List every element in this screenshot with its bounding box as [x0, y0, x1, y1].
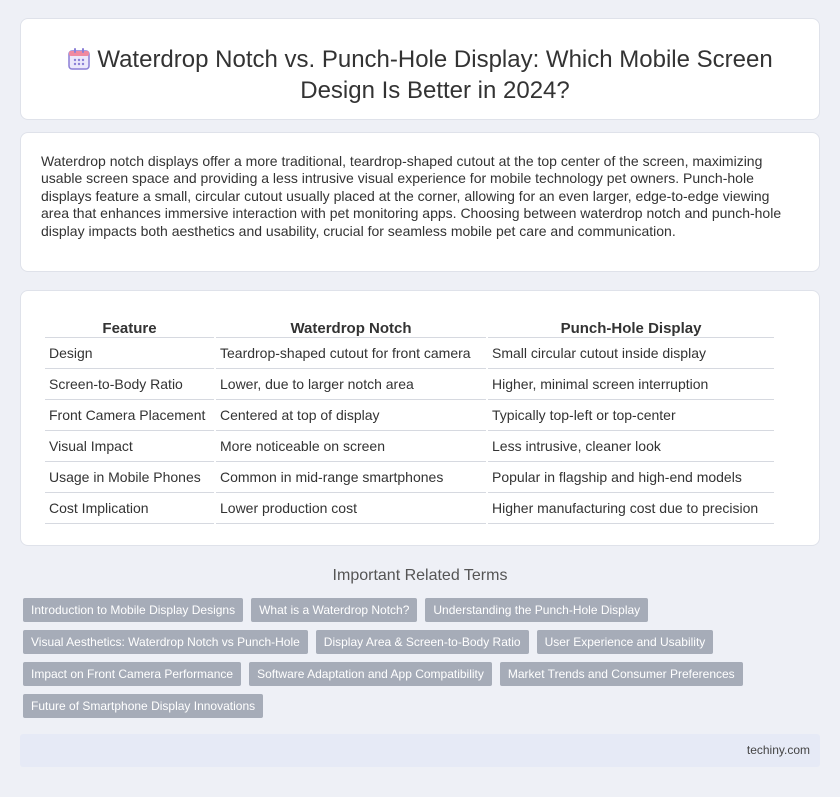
- table-cell: Lower production cost: [216, 493, 486, 524]
- table-cell: Teardrop-shaped cutout for front camera: [216, 338, 486, 369]
- table-cell: Common in mid-range smartphones: [216, 462, 486, 493]
- related-term-tag[interactable]: What is a Waterdrop Notch?: [251, 598, 417, 622]
- header-card: [20, 18, 820, 120]
- intro-card: [20, 132, 820, 272]
- table-cell: Popular in flagship and high-end models: [488, 462, 774, 493]
- related-term-tag[interactable]: Display Area & Screen-to-Body Ratio: [316, 630, 529, 654]
- related-term-tag[interactable]: Visual Aesthetics: Waterdrop Notch vs Punch-Hole: [23, 630, 308, 654]
- table-cell: Centered at top of display: [216, 400, 486, 431]
- related-term-tag[interactable]: Software Adaptation and App Compatibility: [249, 662, 492, 686]
- table-cell: Usage in Mobile Phones: [45, 462, 214, 493]
- table-row: [45, 338, 774, 369]
- table-cell: Higher, minimal screen interruption: [488, 369, 774, 400]
- table-cell: Lower, due to larger notch area: [216, 369, 486, 400]
- footer-site-link[interactable]: techiny.com: [746, 743, 810, 757]
- table-row: [45, 431, 774, 462]
- related-terms-title: Important Related Terms: [332, 567, 508, 584]
- related-term-tag[interactable]: Understanding the Punch-Hole Display: [425, 598, 648, 622]
- header-waterdrop: Waterdrop Notch: [216, 316, 486, 338]
- table-row: [45, 462, 774, 493]
- page-title: Waterdrop Notch vs. Punch-Hole Display: Which Mobile Screen Design Is Better in 2024?: [97, 46, 773, 104]
- comparison-card: [20, 290, 820, 546]
- comparison-table: [43, 316, 776, 524]
- intro-paragraph: Waterdrop notch displays offer a more traditional, teardrop-shaped cutout at the top center of the screen, maximizing usable screen space and providing a less intrusive visual experience for mobile technology pet owners. Punch-hole displays feature a small, circular cutout usually placed at the corner, allowing for an even larger, edge-to-edge viewing area that enhances immersive interaction with pet monitoring apps. Choosing between waterdrop notch and punch-hole display impacts both aesthetics and usability, crucial for seamless mobile pet care and communication.: [41, 153, 782, 239]
- table-row: [45, 400, 774, 431]
- table-cell: Cost Implication: [45, 493, 214, 524]
- related-term-tag[interactable]: User Experience and Usability: [537, 630, 714, 654]
- related-term-tag[interactable]: Future of Smartphone Display Innovations: [23, 694, 263, 718]
- table-cell: Screen-to-Body Ratio: [45, 369, 214, 400]
- related-term-tag[interactable]: Impact on Front Camera Performance: [23, 662, 241, 686]
- footer: [20, 734, 820, 767]
- table-cell: Front Camera Placement: [45, 400, 214, 431]
- table-cell: Small circular cutout inside display: [488, 338, 774, 369]
- related-term-tag[interactable]: Introduction to Mobile Display Designs: [23, 598, 243, 622]
- table-cell: Less intrusive, cleaner look: [488, 431, 774, 462]
- table-row: [45, 493, 774, 524]
- table-header-row: [45, 316, 774, 338]
- related-term-tag[interactable]: Market Trends and Consumer Preferences: [500, 662, 743, 686]
- header-punch-hole: Punch-Hole Display: [488, 316, 774, 338]
- table-cell: More noticeable on screen: [216, 431, 486, 462]
- table-cell: Typically top-left or top-center: [488, 400, 774, 431]
- related-terms-list: [23, 598, 813, 726]
- table-cell: Visual Impact: [45, 431, 214, 462]
- table-row: [45, 369, 774, 400]
- table-cell: Design: [45, 338, 214, 369]
- table-cell: Higher manufacturing cost due to precision: [488, 493, 774, 524]
- header-feature: Feature: [45, 316, 214, 338]
